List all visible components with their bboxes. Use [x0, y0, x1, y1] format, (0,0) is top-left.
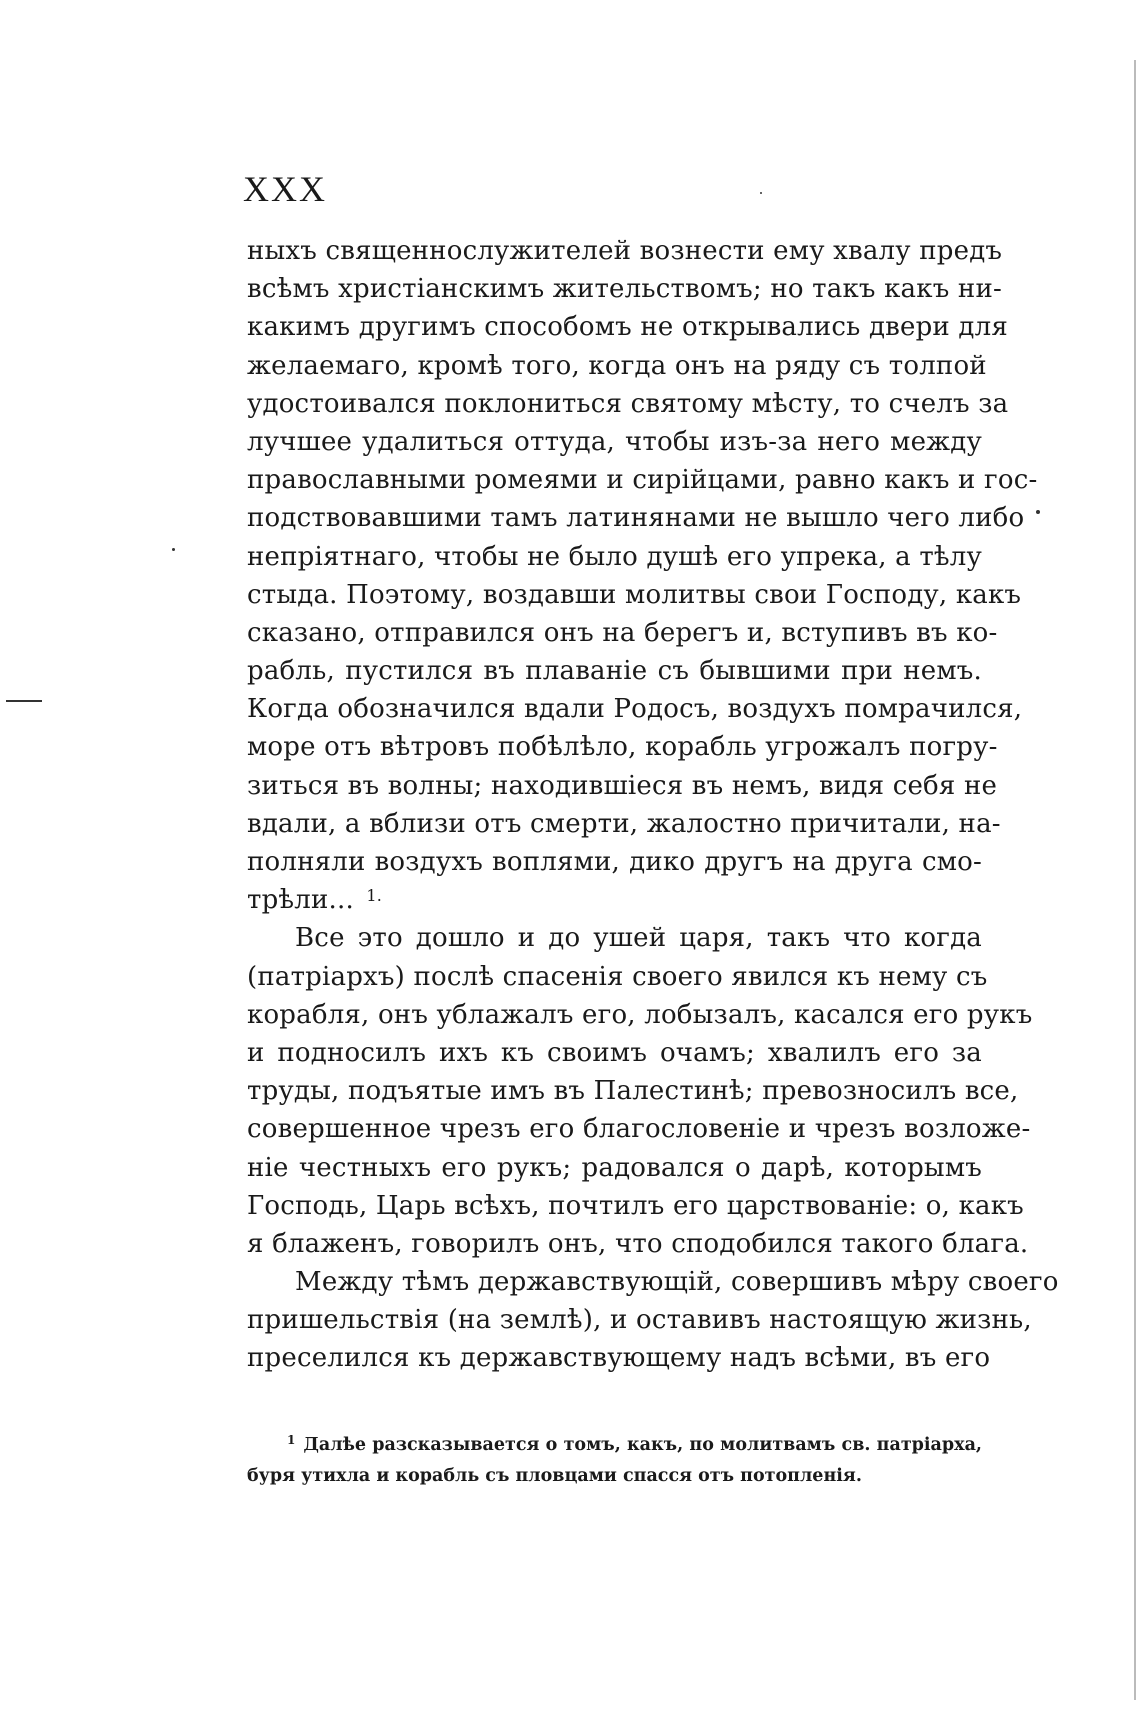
text-line: какимъ другимъ способомъ не открывались двери для: [247, 312, 1008, 343]
text-line: пришельствія (на землѣ), и оставивъ настоящую жизнь,: [247, 1305, 1032, 1336]
paragraph-1: [247, 232, 1038, 919]
text-line: всѣмъ христіанскимъ жительствомъ; но такъ какъ ни-: [247, 274, 1002, 305]
text-line: желаемаго, кромѣ того, когда онъ на ряду съ толпой: [247, 350, 987, 381]
paragraph-3: [247, 1263, 1059, 1378]
text-line: совершенное чрезъ его благословеніе и чрезъ возложе-: [247, 1114, 1031, 1145]
text-line: преселился къ державствующему надъ всѣми, въ его: [247, 1343, 991, 1374]
page-edge-line: [1134, 60, 1136, 1700]
text-line: непріятнаго, чтобы не было душѣ его упрека, а тѣлу: [247, 541, 982, 572]
text-line: удостоивался поклониться святому мѣсту, то счелъ за: [247, 388, 1009, 419]
footnote: [247, 1430, 982, 1492]
text-line: Когда обозначился вдали Родосъ, воздухъ помрачился,: [247, 694, 1023, 725]
text-line: сказано, отправился онъ на берегъ и, вступивъ въ ко-: [247, 617, 998, 648]
footnote-marker: 1: [287, 1433, 296, 1447]
footnote-line: буря утихла и корабль съ пловцами спасся отъ потопленія.: [247, 1466, 862, 1486]
footnote-text: Далѣе разсказывается о томъ, какъ, по молитвамъ св. патріарха,: [303, 1435, 982, 1455]
text-line: [247, 881, 982, 919]
main-text: [247, 232, 1059, 1378]
paragraph-2: [247, 919, 1033, 1263]
text-line: и подносилъ ихъ къ своимъ очамъ; хвалилъ его за: [247, 1037, 982, 1068]
text-line: лучшее удалиться оттуда, чтобы изъ-за него между: [247, 426, 982, 457]
text-line: Между тѣмъ державствующій, совершивъ мѣру своего: [295, 1267, 1059, 1298]
text-line: рабль, пустился въ плаваніе съ бывшими при немъ.: [247, 656, 982, 687]
text-line: море отъ вѣтровъ побѣлѣло, корабль угрожалъ погру-: [247, 732, 998, 763]
text-line: полняли воздухъ воплями, дико другъ на друга смо-: [247, 847, 982, 877]
text-line: корабля, онъ ублажалъ его, лобызалъ, касался его рукъ: [247, 999, 1033, 1030]
page-number: XXX: [243, 169, 327, 209]
footnote-reference[interactable]: 1.: [366, 886, 383, 906]
text-line: православными ромеями и сирійцами, равно какъ и гос-: [247, 465, 1038, 496]
text-line: (патріархъ) послѣ спасенія своего явился къ нему съ: [247, 961, 988, 992]
text-line: вдали, а вблизи отъ смерти, жалостно причитали, на-: [247, 808, 1001, 839]
scan-mark-dash: [6, 700, 42, 702]
text-line: я блаженъ, говорилъ онъ, что сподобился такого блага.: [247, 1228, 1029, 1259]
text-line: Все это дошло и до ушей царя, такъ что когда: [295, 923, 982, 954]
text-line-content: трѣли...: [247, 885, 354, 916]
footnote-line: [247, 1430, 982, 1461]
scan-mark-dot: [172, 548, 175, 551]
scan-mark-dot: [760, 192, 762, 194]
text-line: стыда. Поэтому, воздавши молитвы свои Господу, какъ: [247, 579, 1022, 610]
text-line: подствовавшими тамъ латинянами не вышло чего либо: [247, 503, 1025, 534]
text-line: ныхъ священнослужителей вознести ему хвалу предъ: [247, 236, 1003, 266]
scan-mark-dot: [1036, 510, 1040, 514]
text-line: труды, подъятые имъ въ Палестинѣ; превозносилъ все,: [247, 1076, 1019, 1107]
text-line: ніе честныхъ его рукъ; радовался о дарѣ, которымъ: [247, 1152, 982, 1183]
text-line: зиться въ волны; находившіеся въ немъ, видя себя не: [247, 770, 998, 801]
text-line: Господь, Царь всѣхъ, почтилъ его царствованіе: о, какъ: [247, 1190, 1024, 1221]
